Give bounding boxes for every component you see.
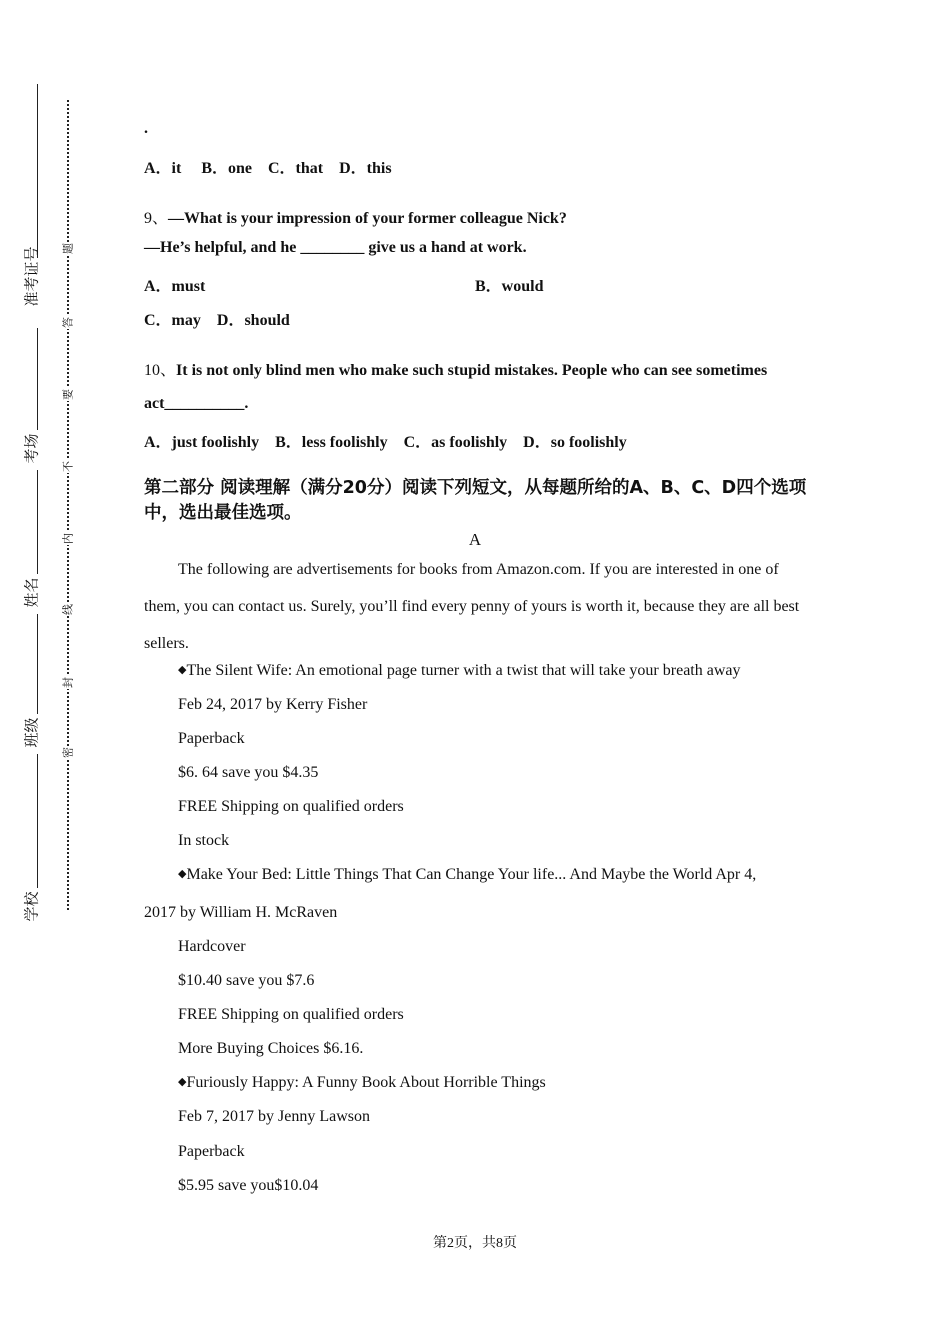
margin-label-school: 学校 bbox=[18, 888, 46, 928]
q9-stem-text: —What is your impression of your former colleague Nick? bbox=[168, 210, 567, 227]
seal-char: 内 bbox=[58, 532, 78, 545]
q9-option-a: A．must bbox=[144, 278, 206, 295]
passage-label: A bbox=[468, 530, 482, 549]
diamond-bullet-icon: ◆ bbox=[178, 1076, 187, 1088]
book-title-3 bbox=[178, 1074, 546, 1092]
q9-number: 9、 bbox=[144, 210, 169, 227]
book-date-2: 2017 by William H. McRaven bbox=[144, 904, 338, 921]
binding-line-solid bbox=[37, 84, 38, 924]
binding-line-dotted bbox=[67, 100, 69, 910]
q10-stem bbox=[144, 357, 767, 380]
q9-option-cd: C．may D．should bbox=[144, 312, 290, 329]
q9-option-b: B．would bbox=[475, 278, 544, 295]
seal-char: 题 bbox=[58, 242, 78, 255]
passage-intro: The following are advertisements for books from Amazon.com. If you are interested in one of them, you can contact us. Surely, you’ll find every penny of yours is worth it, because they are all best sellers. bbox=[144, 561, 800, 652]
margin-label-exam-room: 考场 bbox=[18, 430, 46, 470]
book-format-1: Paperback bbox=[178, 730, 245, 747]
q10-stem-end: act__________. bbox=[144, 395, 249, 412]
book-title-1 bbox=[178, 662, 741, 680]
q8-stem-end: . bbox=[144, 120, 148, 137]
diamond-bullet-icon: ◆ bbox=[178, 868, 187, 880]
seal-char: 答 bbox=[58, 316, 78, 329]
seal-char: 线 bbox=[58, 603, 78, 616]
book-title-text: The Silent Wife: An emotional page turner with a twist that will take your breath away bbox=[186, 662, 741, 679]
book-shipping-1: FREE Shipping on qualified orders bbox=[178, 798, 404, 815]
margin-label-exam-number: 准考证号 bbox=[18, 258, 46, 328]
seal-char: 不 bbox=[58, 460, 78, 473]
book-title-2 bbox=[178, 866, 756, 884]
diamond-bullet-icon: ◆ bbox=[178, 664, 187, 676]
book-date-3: Feb 7, 2017 by Jenny Lawson bbox=[178, 1108, 370, 1125]
q10-stem-text: It is not only blind men who make such stupid mistakes. People who can see sometimes bbox=[176, 362, 768, 379]
book-status-2: More Buying Choices $6.16. bbox=[178, 1040, 364, 1057]
margin-label-name: 姓名 bbox=[18, 574, 46, 614]
book-status-1: In stock bbox=[178, 832, 230, 849]
book-price-3: $5.95 save you$10.04 bbox=[178, 1177, 319, 1194]
book-format-2: Hardcover bbox=[178, 938, 246, 955]
section-heading: 第二部分 阅读理解（满分20分）阅读下列短文，从每题所给的A、B、C、D四个选项中，选出最佳选项。 bbox=[144, 478, 807, 523]
book-shipping-2: FREE Shipping on qualified orders bbox=[178, 1006, 404, 1023]
margin-label-class: 班级 bbox=[18, 714, 46, 754]
page-footer: 第2页，共8页 bbox=[433, 1236, 517, 1251]
book-price-2: $10.40 save you $7.6 bbox=[178, 972, 315, 989]
seal-char: 封 bbox=[58, 676, 78, 689]
book-title-text: Furiously Happy: A Funny Book About Horrible Things bbox=[186, 1074, 546, 1091]
book-title-text: Make Your Bed: Little Things That Can Change Your life... And Maybe the World Apr 4, bbox=[186, 866, 757, 883]
q10-options: A．just foolishly B．less foolishly C．as foolishly D．so foolishly bbox=[144, 434, 627, 451]
q9-stem bbox=[144, 205, 567, 228]
book-price-1: $6. 64 save you $4.35 bbox=[178, 764, 319, 781]
seal-char: 要 bbox=[58, 388, 78, 401]
q9-response: —He’s helpful, and he ________ give us a hand at work. bbox=[144, 239, 527, 256]
book-date-1: Feb 24, 2017 by Kerry Fisher bbox=[178, 696, 368, 713]
q10-number: 10、 bbox=[144, 362, 177, 379]
q8-options: A．it B．one C．that D．this bbox=[144, 160, 392, 177]
book-format-3: Paperback bbox=[178, 1143, 245, 1160]
seal-char: 密 bbox=[58, 746, 78, 759]
